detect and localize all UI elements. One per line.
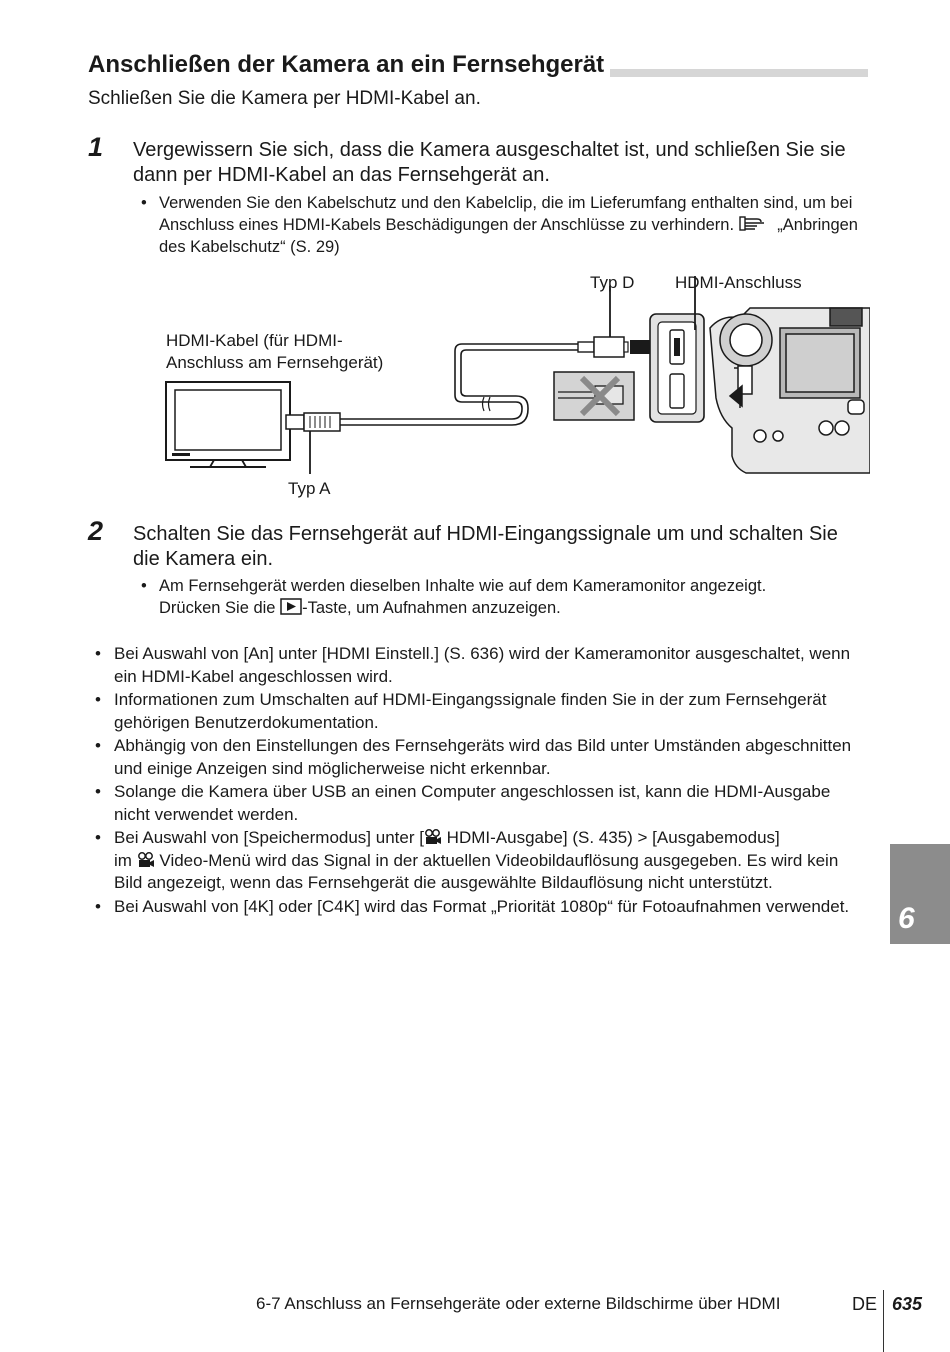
bullet-dot: • [95, 690, 101, 709]
chapter-tab [890, 844, 950, 944]
page-title: Anschließen der Kamera an ein Fernsehgerät [88, 50, 610, 80]
footer-divider [883, 1290, 884, 1352]
bullet-dot: • [141, 577, 147, 595]
step-2-bullet-line2-end: -Taste, um Aufnahmen anzuzeigen. [302, 599, 561, 617]
note-3-text: Abhängig von den Einstellungen des Fernsehgeräts wird das Bild unter Umständen abgeschnitten und einige Anzeigen sind möglicherweise nicht erkennbar. [114, 736, 852, 778]
bullet-dot: • [95, 736, 101, 755]
step-1-bullet [141, 192, 859, 258]
play-button-icon [280, 598, 302, 615]
tv-illustration [166, 382, 290, 467]
label-cable-line1: HDMI-Kabel (für HDMI- [166, 331, 343, 350]
footer-section-title: 6-7 Anschluss an Fernsehgeräte oder externe Bildschirme über HDMI [256, 1294, 781, 1313]
step-2-bullet-line1: Am Fernsehgerät werden dieselben Inhalte wie auf dem Kameramonitor angezeigt. [159, 577, 767, 595]
step-1-number: 1 [88, 132, 104, 162]
step-1-text: Vergewissern Sie sich, dass die Kamera ausgeschaltet ist, und schließen Sie sie dann per HDMI-Kabel an das Fernsehgerät an. [133, 139, 846, 186]
note-3 [95, 735, 869, 780]
bullet-dot: • [95, 828, 101, 847]
note-4 [95, 781, 869, 826]
step-1-reference: „Anbringen des Kabelschutz“ (S. 29) [159, 216, 858, 256]
label-cable-line2: Anschluss am Fernsehgerät) [166, 353, 384, 372]
step-2-bullet-line2-start: Drücken Sie die [159, 599, 276, 617]
step-1-bullet-text: Verwenden Sie den Kabelschutz und den Kabelclip, die im Lieferumfang enthalten sind, um bei Anschluss eines HDMI-Kabels Beschädigungen der Anschlüsse zu verhindern. [159, 194, 853, 234]
step-2-bullet [141, 575, 859, 619]
note-2-text: Informationen zum Umschalten auf HDMI-Eingangssignale finden Sie in der zum Fernsehgerät gehörigen Benutzerdokumentation. [114, 690, 827, 732]
wrong-orientation-inset [554, 372, 634, 420]
label-typ-d: Typ D [590, 273, 635, 292]
bullet-dot: • [141, 194, 147, 212]
note-1-text: Bei Auswahl von [An] unter [HDMI Einstell.] (S. 636) wird der Kameramonitor ausgeschaltet, wenn ein HDMI-Kabel angeschlossen wird. [114, 644, 851, 686]
page-number: 635 [892, 1294, 923, 1314]
movie-camera-icon [424, 829, 442, 845]
chapter-number: 6 [898, 902, 915, 935]
camera-illustration [710, 308, 870, 473]
hand-pointer-icon [739, 214, 773, 232]
note-5 [95, 827, 869, 895]
label-hdmi-port: HDMI-Anschluss [675, 273, 802, 292]
bullet-dot: • [95, 782, 101, 801]
footer-language: DE [852, 1294, 878, 1314]
note-1 [95, 643, 869, 688]
step-2-text: Schalten Sie das Fernsehgerät auf HDMI-Eingangssignale um und schalten Sie die Kamera ein. [133, 523, 838, 570]
bullet-dot: • [95, 897, 101, 916]
note-5-text-d: Video-Menü wird das Signal in der aktuellen Videobildauflösung ausgegeben. Es wird kein Bild angezeigt, wenn das Fernsehgerät die ausgewählte Bildauflösung nicht unterstützt. [114, 850, 839, 892]
camera-port-panel [650, 276, 704, 422]
note-2 [95, 689, 869, 734]
note-5-text-c: im [114, 850, 132, 870]
note-5-text-a: Bei Auswahl von [Speichermodus] unter [ [114, 828, 424, 847]
type-a-connector [286, 413, 340, 474]
page-subtitle: Schließen Sie die Kamera per HDMI-Kabel an. [88, 88, 481, 109]
note-4-text: Solange die Kamera über USB an einen Computer angeschlossen ist, kann die HDMI-Ausgabe nicht verwendet werden. [114, 782, 831, 824]
connection-diagram [150, 268, 870, 498]
type-d-connector [578, 286, 628, 357]
label-typ-a: Typ A [288, 479, 331, 498]
bullet-dot: • [95, 644, 101, 663]
note-5-text-b: HDMI-Ausgabe] (S. 435) > [Ausgabemodus] [441, 828, 780, 847]
note-6 [95, 896, 869, 919]
note-6-text: Bei Auswahl von [4K] oder [C4K] wird das Format „Priorität 1080p“ für Fotoaufnahmen verwendet. [114, 897, 850, 916]
movie-camera-icon [137, 852, 155, 868]
step-2-number: 2 [88, 516, 104, 546]
section-header [88, 50, 868, 80]
